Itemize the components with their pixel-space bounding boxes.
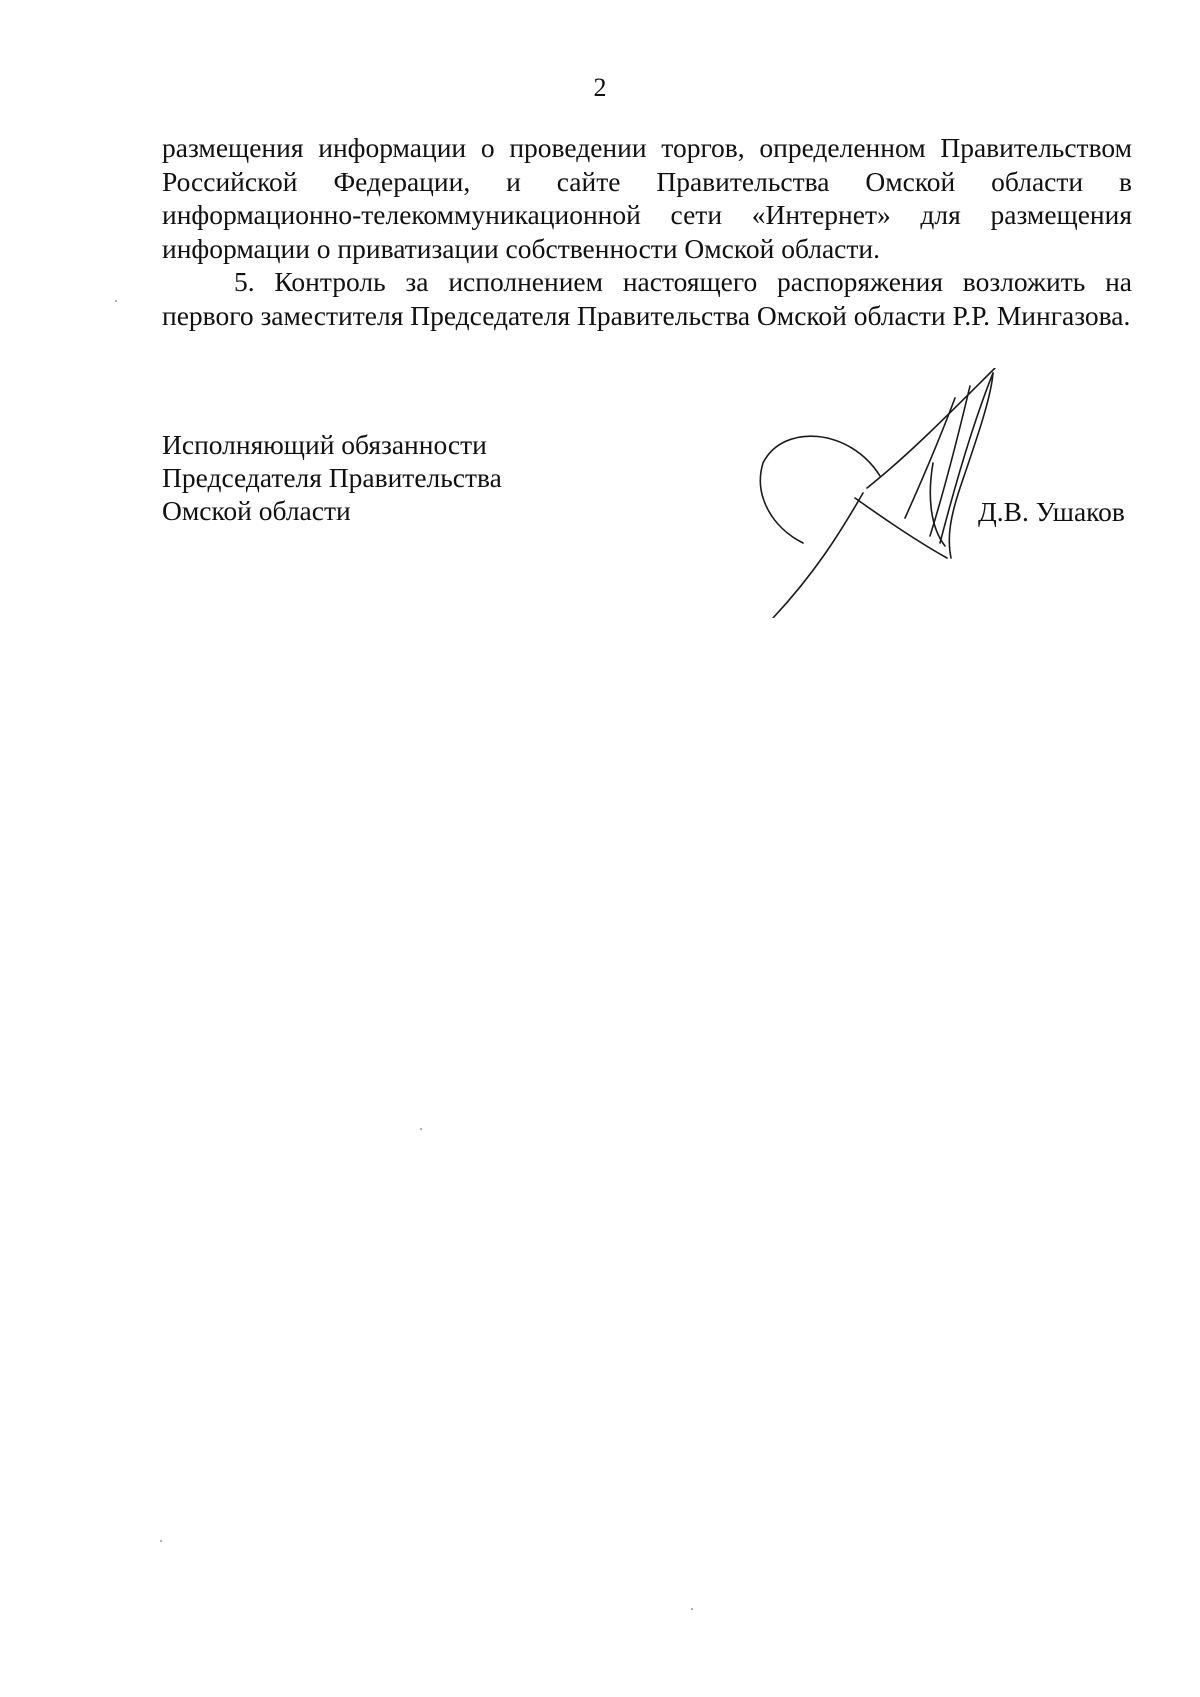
- page-number: 2: [593, 73, 607, 102]
- handwritten-signature: [755, 368, 1015, 618]
- signatory-title: [162, 428, 502, 527]
- signatory-title-line: Омской области: [162, 495, 351, 526]
- paragraph-continuation: размещения информации о проведении торгов, определенном Правительством Российской Федерации, и сайте Правительства Омской области в информационно-телекоммуникационной сети «Интернет» для размещения информации о приватизации собственности Омской области.: [162, 132, 1132, 264]
- scan-speck: [160, 1540, 162, 1542]
- scan-speck: [420, 1128, 422, 1130]
- scan-speck: [115, 300, 117, 302]
- paragraph-control-clause: 5. Контроль за исполнением настоящего распоряжения возложить на первого заместителя Председателя Правительства Омской области Р.Р. Мингазова.: [162, 266, 1132, 331]
- signatory-title-line: Исполняющий обязанности: [162, 429, 487, 460]
- signatory-title-line: Председателя Правительства: [162, 462, 502, 493]
- scan-speck: [691, 1608, 693, 1610]
- signer-name: Д.В. Ушаков: [978, 496, 1125, 527]
- document-body: [162, 131, 1132, 332]
